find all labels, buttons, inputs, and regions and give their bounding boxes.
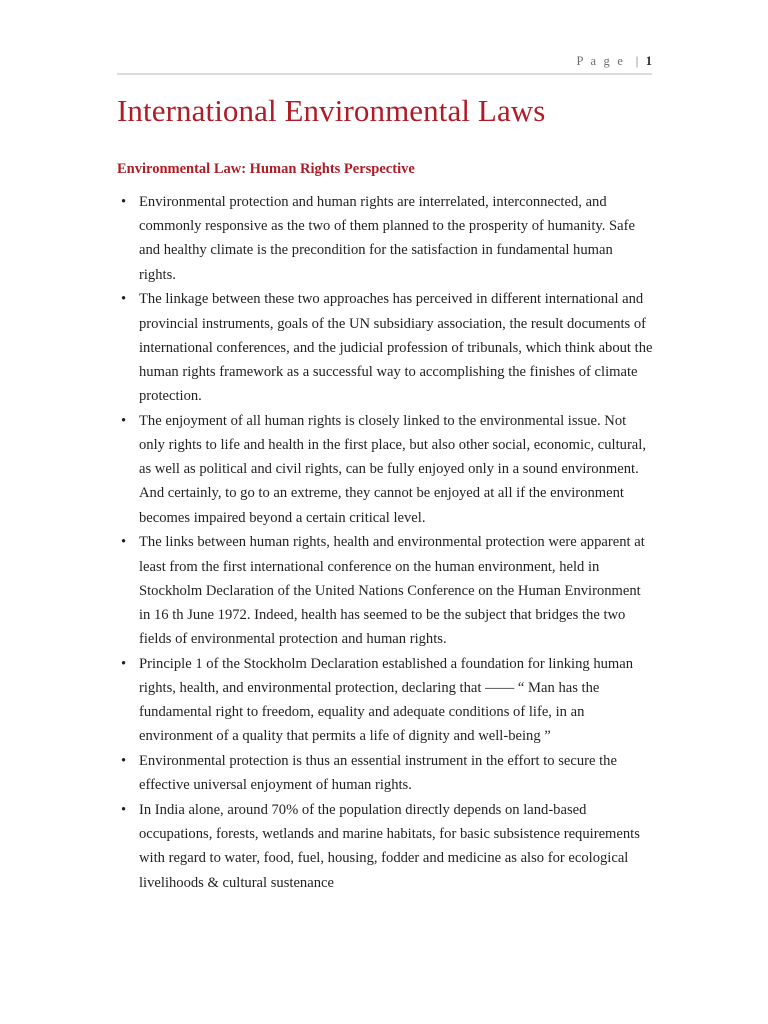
page-number-value: 1 [645, 54, 652, 68]
running-header [117, 54, 652, 75]
bullet-marker-icon: • [121, 534, 127, 551]
bullet-marker-icon: • [121, 655, 127, 672]
section-heading: Environmental Law: Human Rights Perspective [117, 161, 415, 177]
page-number-label [117, 54, 652, 69]
body-bullet-list [117, 190, 653, 895]
list-item-text: Principle 1 of the Stockholm Declaration established a foundation for linking human rights, health, and environmental protection, declaring that —— “ Man has the fundamental right to freedom, equality and adequate conditions of life, in an environment of a quality that permits a life of dignity and well-being ” [139, 655, 634, 745]
header-divider [117, 73, 652, 75]
bullet-marker-icon: • [121, 194, 127, 210]
bullet-marker-icon: • [121, 753, 127, 770]
bullet-marker-icon: • [121, 412, 127, 429]
list-item-text: Environmental protection and human rights are interrelated, interconnected, and commonly responsive as the two of them planned to the prosperity of humanity. Safe and healthy climate is the precondition for the satisfaction in fundamental human rights. [139, 194, 635, 283]
list-item [117, 749, 653, 797]
list-item [117, 798, 653, 895]
list-item [117, 530, 653, 651]
page-title: International Environmental Laws [117, 93, 546, 128]
list-item-text: In India alone, around 70% of the population directly depends on land-based occupations, forests, wetlands and marine habitats, for basic subsistence requirements with regard to water, food, fuel, housing, fodder and medicine as also for ecological livelihoods & cultural sustenance [139, 802, 640, 891]
list-item-text: The links between human rights, health and environmental protection were apparent at least from the first international conference on the human environment, held in Stockholm Declaration of the United Nations Conference on the Human Environment in 16 th June 1972. Indeed, health has seemed to be the subject that bridges the two fields of environmental protection and human rights. [139, 534, 645, 648]
bullet-marker-icon: • [121, 291, 127, 308]
list-item [117, 190, 653, 287]
list-item-text: The linkage between these two approaches has perceived in different international and provincial instruments, goals of the UN subsidiary association, the result documents of international conferences, and the judicial profession of tribunals, which think about the human rights framework as a successful way to accomplishing the finishes of climate protection. [139, 291, 653, 405]
list-item [117, 652, 653, 749]
list-item-text: Environmental protection is thus an essential instrument in the effort to secure the effective universal enjoyment of human rights. [139, 753, 617, 794]
list-item-text: The enjoyment of all human rights is closely linked to the environmental issue. Not only rights to life and health in the first place, but also other social, economic, cultural, as well as political and civil rights, can be fully enjoyed only in a sound environment. And certainly, to go to an extreme, they cannot be enjoyed at all if the environment becomes impaired beyond a certain critical level. [139, 412, 646, 526]
bullet-marker-icon: • [121, 802, 127, 819]
list-item [117, 287, 653, 408]
list-item [117, 409, 653, 530]
page-label-text: P a g e | [576, 54, 646, 68]
